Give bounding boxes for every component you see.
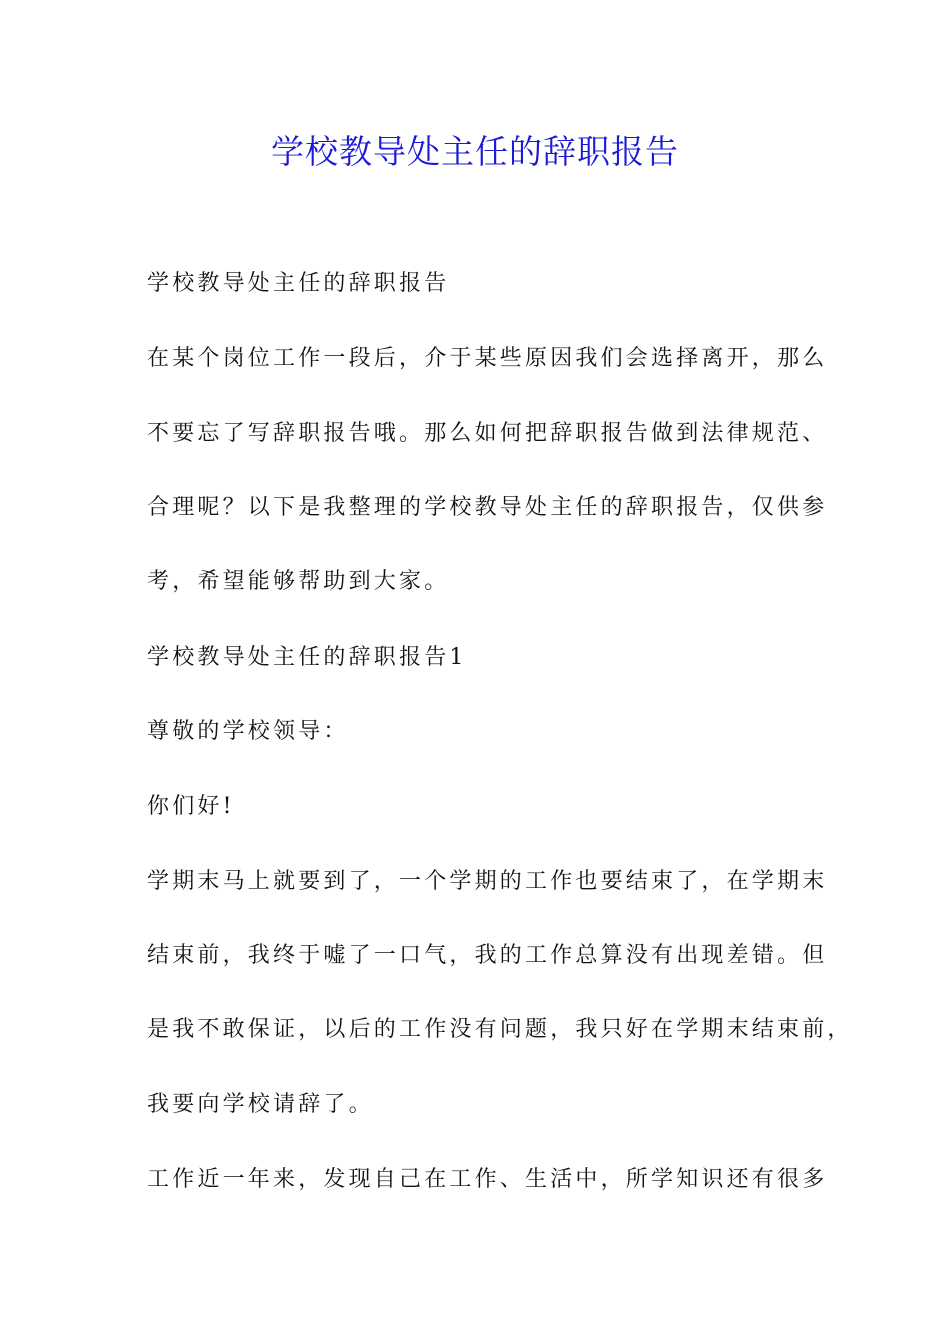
- text-line: 不要忘了写辞职报告哦。那么如何把辞职报告做到法律规范、: [147, 421, 828, 446]
- section-heading: 学校教导处主任的辞职报告1: [147, 645, 467, 670]
- text-line: 结束前，我终于嘘了一口气，我的工作总算没有出现差错。但: [147, 943, 828, 968]
- salutation: 尊敬的学校领导：: [147, 719, 349, 744]
- text-line: 合理呢？以下是我整理的学校教导处主任的辞职报告，仅供参: [147, 495, 828, 520]
- greeting: 你们好!: [147, 794, 235, 819]
- text-line: 我要向学校请辞了。: [147, 1092, 374, 1117]
- text-line: 学校教导处主任的辞职报告: [147, 271, 450, 296]
- text-line: 工作近一年来，发现自己在工作、生活中，所学知识还有很多: [147, 1167, 828, 1192]
- text-line: 学期末马上就要到了，一个学期的工作也要结束了，在学期末: [147, 869, 828, 894]
- text-line: 是我不敢保证，以后的工作没有问题，我只好在学期末结束前，: [147, 1017, 853, 1042]
- text-line: 考，希望能够帮助到大家。: [147, 569, 450, 594]
- text-line: 在某个岗位工作一段后，介于某些原因我们会选择离开，那么: [147, 346, 828, 371]
- document-title: 学校教导处主任的辞职报告: [271, 132, 679, 171]
